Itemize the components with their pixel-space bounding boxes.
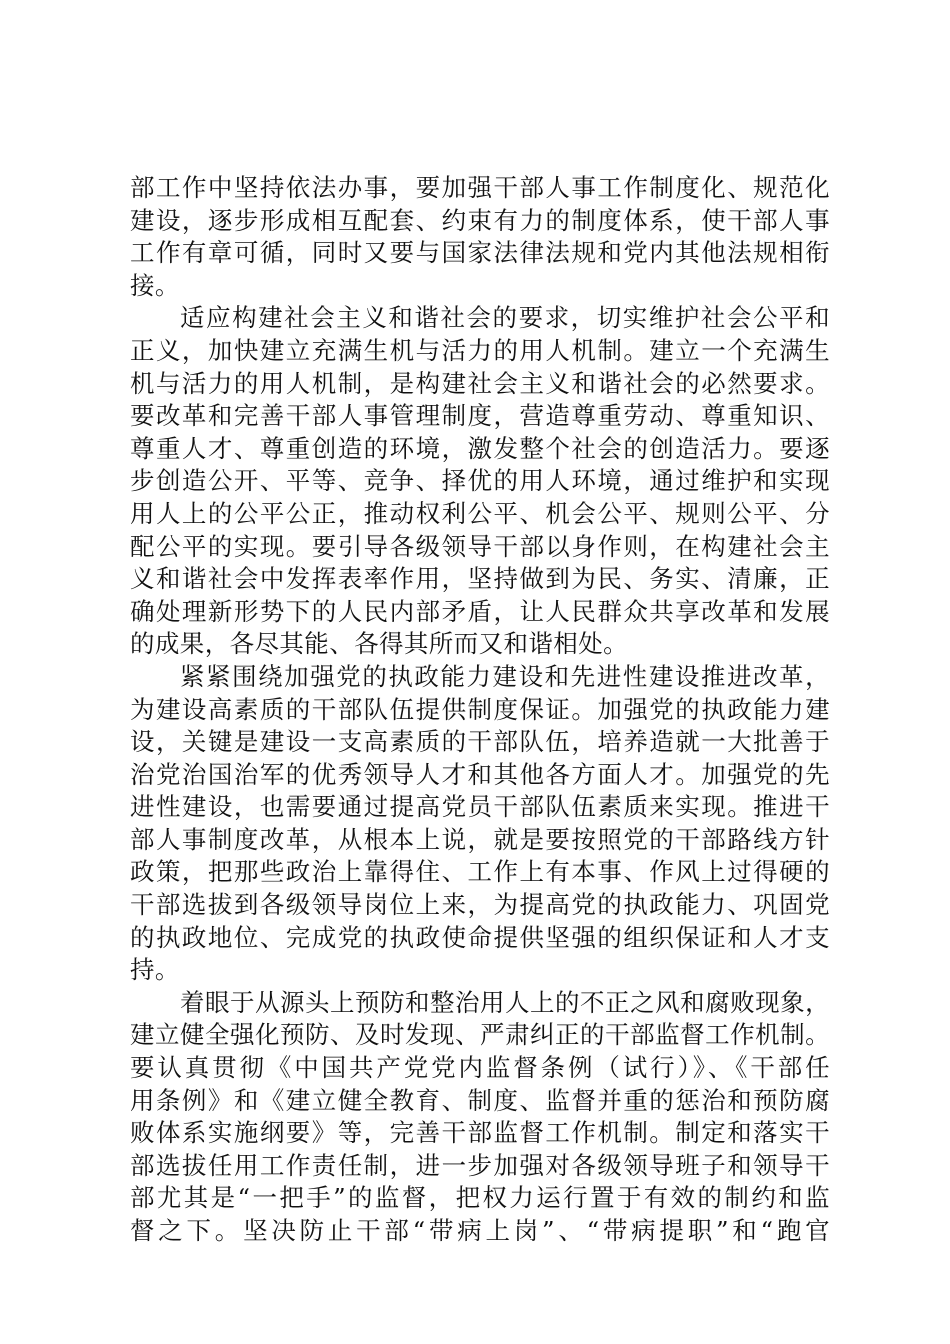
- paragraph-3-line-6: 部人事制度改革，从根本上说，就是要按照党的干部路线方针: [130, 824, 830, 854]
- paragraph-1-line-1: 部工作中坚持依法办事，要加强干部人事工作制度化、规范化: [130, 173, 830, 202]
- paragraph-3-line-5: 进性建设，也需要通过提高党员干部队伍素质来实现。推进干: [130, 792, 830, 822]
- paragraph-4-line-1: 着眼于从源头上预防和整治用人上的不正之风和腐败现象，: [180, 987, 830, 1017]
- paragraph-3-line-9: 的执政地位、完成党的执政使命提供坚强的组织保证和人才支: [130, 922, 830, 952]
- paragraph-3-line-3: 设，关键是建设一支高素质的干部队伍，培养造就一大批善于: [130, 727, 830, 757]
- paragraph-4-line-3: 要认真贯彻《中国共产党党内监督条例（试行）》、《干部任: [130, 1053, 830, 1083]
- paragraph-3-line-4: 治党治国治军的优秀领导人才和其他各方面人才。加强党的先: [130, 759, 830, 789]
- paragraph-4-line-5: 败体系实施纲要》等，完善干部监督工作机制。制定和落实干: [130, 1118, 830, 1148]
- paragraph-2-line-7: 用人上的公平公正，推动权利公平、机会公平、规则公平、分: [130, 498, 830, 528]
- paragraph-4-line-4: 用条例》和《建立健全教育、制度、监督并重的惩治和预防腐: [130, 1085, 830, 1115]
- paragraph-4-line-7: 部尤其是“一把手”的监督，把权力运行置于有效的制约和监: [130, 1183, 830, 1213]
- paragraph-3-line-2: 为建设高素质的干部队伍提供制度保证。加强党的执政能力建: [130, 694, 830, 724]
- paragraph-2-line-8: 配公平的实现。要引导各级领导干部以身作则，在构建社会主: [130, 531, 830, 561]
- paragraph-2-line-3: 机与活力的用人机制，是构建社会主义和谐社会的必然要求。: [130, 368, 830, 398]
- paragraph-3-line-1: 紧紧围绕加强党的执政能力建设和先进性建设推进改革，: [180, 661, 830, 691]
- paragraph-2-line-1: 适应构建社会主义和谐社会的要求，切实维护社会公平和: [180, 303, 830, 333]
- paragraph-3-line-10: 持。: [130, 955, 180, 985]
- paragraph-2-line-5: 尊重人才、尊重创造的环境，激发整个社会的创造活力。要逐: [130, 433, 830, 463]
- paragraph-1-line-4: 接。: [130, 270, 180, 300]
- paragraph-3-line-8: 干部选拔到各级领导岗位上来，为提高党的执政能力、巩固党: [130, 890, 830, 920]
- paragraph-2-line-4: 要改革和完善干部人事管理制度，营造尊重劳动、尊重知识、: [130, 401, 830, 431]
- paragraph-4-line-8: 督之下。坚决防止干部“带病上岗”、“带病提职”和“跑官: [130, 1216, 830, 1245]
- paragraph-3-line-7: 政策，把那些政治上靠得住、工作上有本事、作风上过得硬的: [130, 857, 830, 887]
- paragraph-2-line-6: 步创造公开、平等、竞争、择优的用人环境，通过维护和实现: [130, 466, 830, 496]
- paragraph-2-line-9: 义和谐社会中发挥表率作用，坚持做到为民、务实、清廉，正: [130, 564, 830, 594]
- paragraph-1-line-3: 工作有章可循，同时又要与国家法律法规和党内其他法规相衔: [130, 238, 830, 268]
- document-body: [130, 172, 830, 1248]
- paragraph-4-line-2: 建立健全强化预防、及时发现、严肃纠正的干部监督工作机制。: [130, 1020, 830, 1050]
- paragraph-2-line-10: 确处理新形势下的人民内部矛盾，让人民群众共享改革和发展: [130, 596, 830, 626]
- paragraph-1-line-2: 建设，逐步形成相互配套、约束有力的制度体系，使干部人事: [130, 205, 830, 235]
- paragraph-4-line-6: 部选拔任用工作责任制，进一步加强对各级领导班子和领导干: [130, 1150, 830, 1180]
- paragraph-2-line-11: 的成果，各尽其能、各得其所而又和谐相处。: [130, 629, 628, 659]
- paragraph-2-line-2: 正义，加快建立充满生机与活力的用人机制。建立一个充满生: [130, 335, 830, 365]
